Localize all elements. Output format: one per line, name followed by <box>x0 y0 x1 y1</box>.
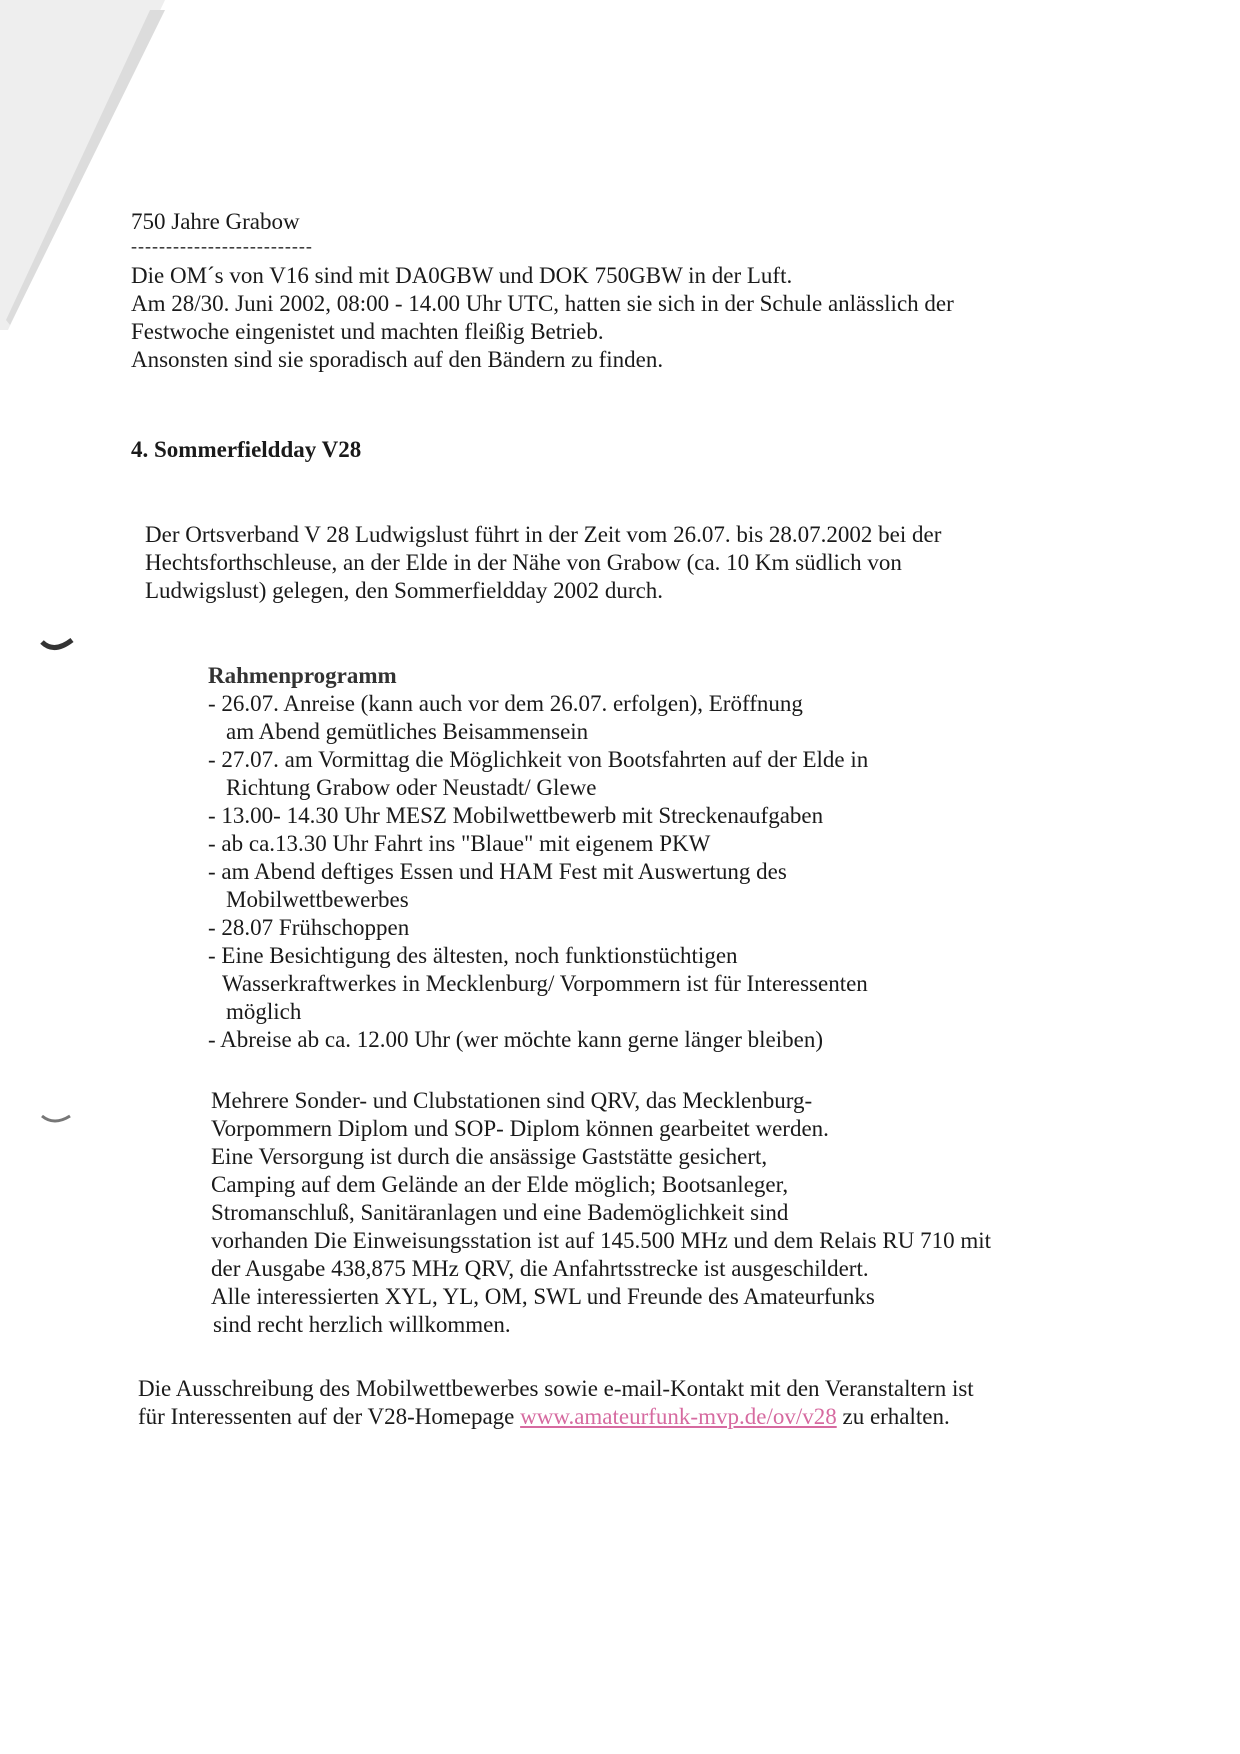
program-line-2: am Abend gemütliches Beisammensein <box>226 719 589 744</box>
info-line-5: Stromanschluß, Sanitäranlagen und eine Bademöglichkeit sind <box>211 1200 789 1225</box>
program-line-9: - 28.07 Frühschoppen <box>208 915 410 940</box>
info-line-7: der Ausgabe 438,875 MHz QRV, die Anfahrtsstrecke ist ausgeschildert. <box>211 1256 869 1281</box>
homepage-link[interactable]: www.amateurfunk-mvp.de/ov/v28 <box>520 1404 837 1429</box>
program-line-11: Wasserkraftwerkes in Mecklenburg/ Vorpommern ist für Interessenten <box>222 971 868 996</box>
section1-title: 750 Jahre Grabow <box>131 209 300 234</box>
program-line-3: - 27.07. am Vormittag die Möglichkeit von Bootsfahrten auf der Elde in <box>208 747 869 772</box>
punch-hole-mark-top <box>40 636 74 656</box>
info-line-3: Eine Versorgung ist durch die ansässige Gaststätte gesichert, <box>211 1144 768 1169</box>
closing-line-2-prefix: für Interessenten auf der V28-Homepage <box>138 1404 521 1429</box>
program-line-4: Richtung Grabow oder Neustadt/ Glewe <box>226 775 597 800</box>
info-line-4: Camping auf dem Gelände an der Elde möglich; Bootsanleger, <box>211 1172 789 1197</box>
program-line-5: - 13.00- 14.30 Uhr MESZ Mobilwettbewerb mit Streckenaufgaben <box>208 803 824 828</box>
program-title: Rahmenprogramm <box>208 663 397 688</box>
section1-line-4: Ansonsten sind sie sporadisch auf den Bändern zu finden. <box>131 347 664 372</box>
program-line-13: - Abreise ab ca. 12.00 Uhr (wer möchte kann gerne länger bleiben) <box>208 1027 824 1052</box>
info-line-2: Vorpommern Diplom und SOP- Diplom können gearbeitet werden. <box>211 1116 829 1141</box>
program-line-1: - 26.07. Anreise (kann auch vor dem 26.07. erfolgen), Eröffnung <box>208 691 803 716</box>
program-line-6: - ab ca.13.30 Uhr Fahrt ins "Blaue" mit eigenem PKW <box>208 831 711 856</box>
program-line-10: - Eine Besichtigung des ältesten, noch funktionstüchtigen <box>208 943 738 968</box>
closing-line-2-suffix: zu erhalten. <box>836 1404 950 1429</box>
section1-line-3: Festwoche eingenistet und machten fleißig Betrieb. <box>131 319 604 344</box>
closing-line-2 <box>138 1403 950 1431</box>
program-line-7: - am Abend deftiges Essen und HAM Fest mit Auswertung des <box>208 859 787 884</box>
section2-intro-2: Hechtsforthschleuse, an der Elde in der Nähe von Grabow (ca. 10 Km südlich von <box>145 550 902 575</box>
punch-hole-mark-bottom <box>40 1110 74 1130</box>
closing-line-1: Die Ausschreibung des Mobilwettbewerbes sowie e-mail-Kontakt mit den Veranstaltern ist <box>138 1376 974 1401</box>
section2-title: 4. Sommerfieldday V28 <box>131 437 362 462</box>
info-line-1: Mehrere Sonder- und Clubstationen sind QRV, das Mecklenburg- <box>211 1088 813 1113</box>
section1-line-2: Am 28/30. Juni 2002, 08:00 - 14.00 Uhr UTC, hatten sie sich in der Schule anlässlich der <box>131 291 954 316</box>
program-line-8: Mobilwettbewerbes <box>226 887 409 912</box>
info-line-9: sind recht herzlich willkommen. <box>213 1312 511 1337</box>
section2-intro-1: Der Ortsverband V 28 Ludwigslust führt in der Zeit vom 26.07. bis 28.07.2002 bei der <box>145 522 942 547</box>
info-line-6: vorhanden Die Einweisungsstation ist auf 145.500 MHz und dem Relais RU 710 mit <box>211 1228 991 1253</box>
section1-rule: -------------------------- <box>131 236 313 256</box>
section1-line-1: Die OM´s von V16 sind mit DA0GBW und DOK 750GBW in der Luft. <box>131 263 793 288</box>
section2-intro-3: Ludwigslust) gelegen, den Sommerfieldday 2002 durch. <box>145 578 664 603</box>
info-line-8: Alle interessierten XYL, YL, OM, SWL und Freunde des Amateurfunks <box>211 1284 875 1309</box>
program-line-12: möglich <box>226 999 302 1024</box>
